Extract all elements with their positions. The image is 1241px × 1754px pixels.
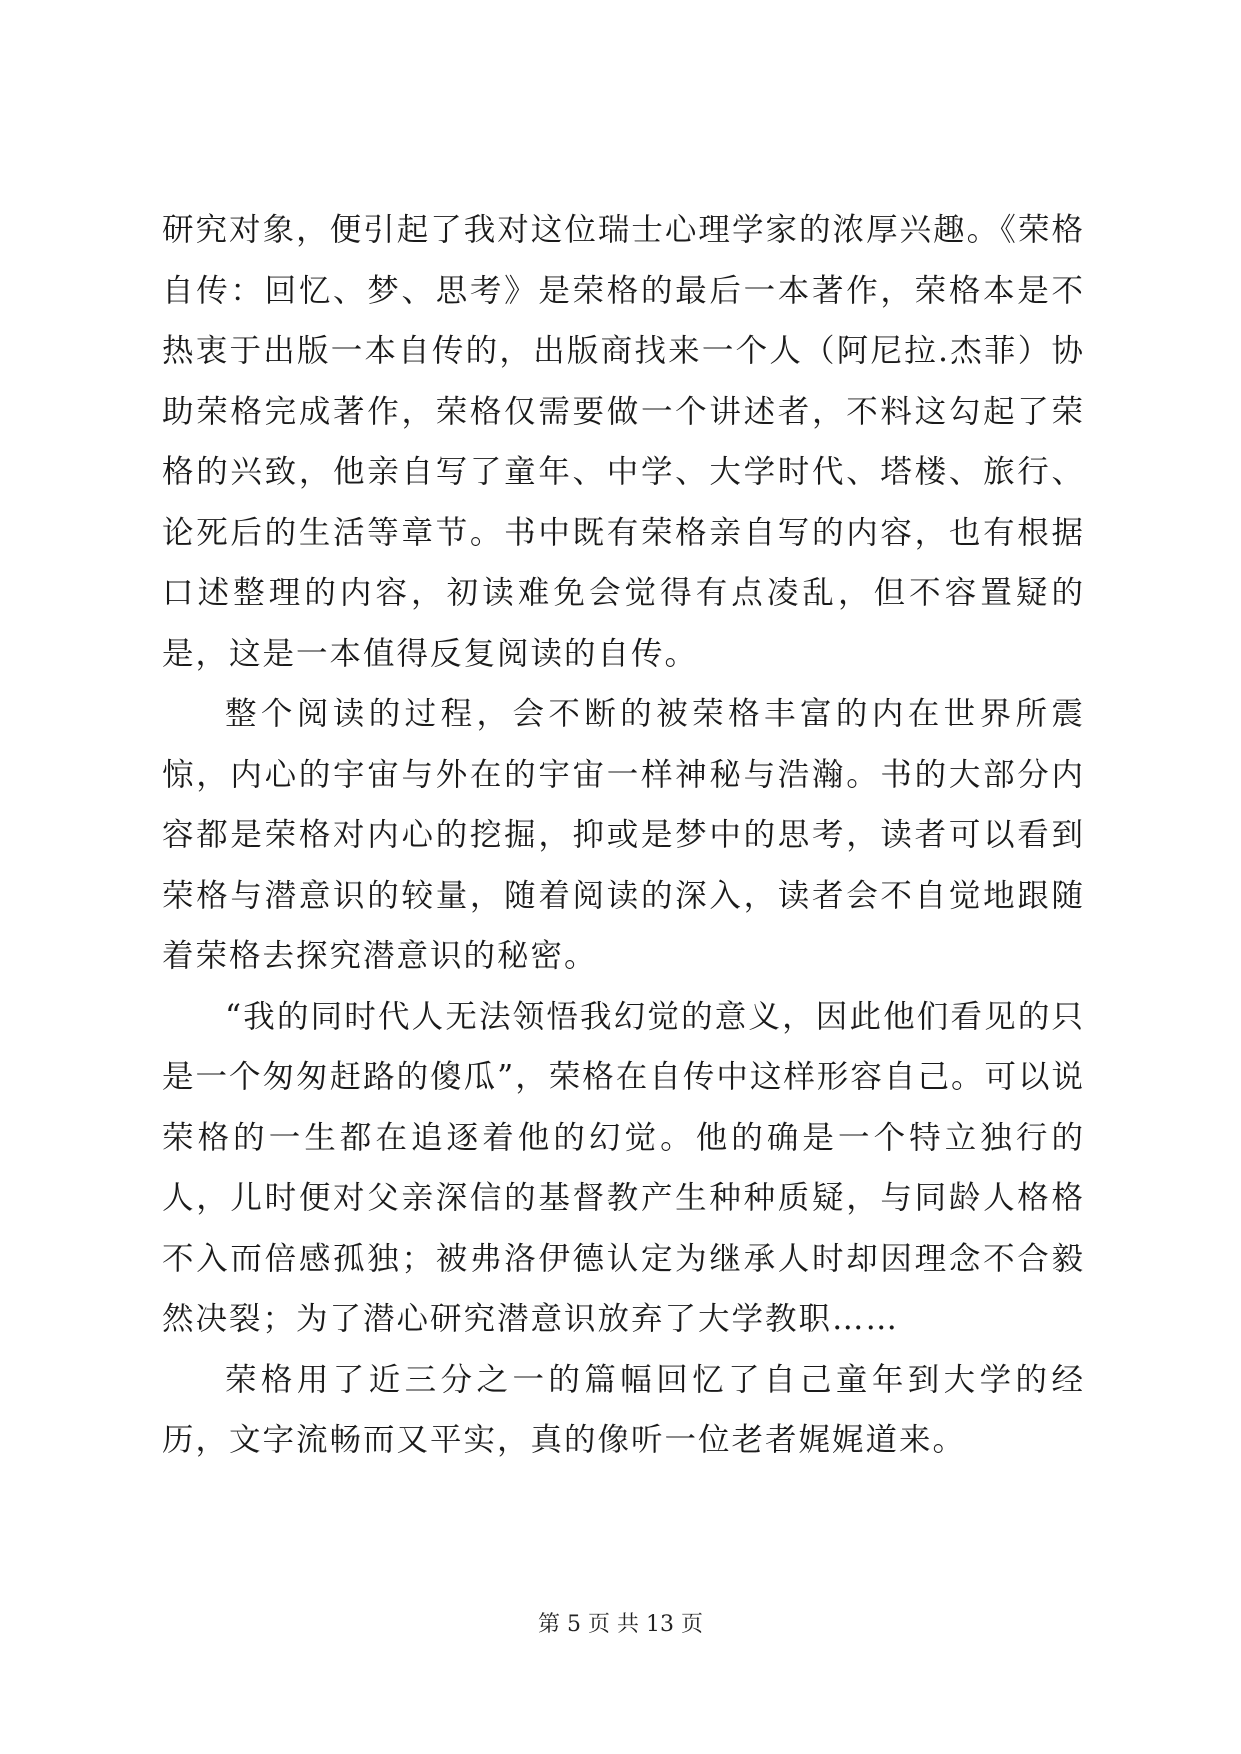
paragraph-1: 研究对象，便引起了我对这位瑞士心理学家的浓厚兴趣。《荣格自传：回忆、梦、思考》是荣格的最后一本著作，荣格本是不热衷于出版一本自传的，出版商找来一个人（阿尼拉.杰菲）协助荣格完成著作，荣格仅需要做一个讲述者，不料这勾起了荣格的兴致，他亲自写了童年、中学、大学时代、塔楼、旅行、论死后的生活等章节。书中既有荣格亲自写的内容，也有根据口述整理的内容，初读难免会觉得有点凌乱，但不容置疑的是，这是一本值得反复阅读的自传。 [162,212,1085,672]
paragraph-2: 整个阅读的过程，会不断的被荣格丰富的内在世界所震惊，内心的宇宙与外在的宇宙一样神秘与浩瀚。书的大部分内容都是荣格对内心的挖掘，抑或是梦中的思考，读者可以看到荣格与潜意识的较量，随着阅读的深入，读者会不自觉地跟随着荣格去探究潜意识的秘密。 [162,696,1085,974]
page-number-footer: 第 5 页 共 13 页 [538,1612,703,1637]
document-body [162,200,1085,1471]
paragraph-3: “我的同时代人无法领悟我幻觉的意义，因此他们看见的只是一个匆匆赶路的傻瓜”，荣格在自传中这样形容自己。可以说荣格的一生都在追逐着他的幻觉。他的确是一个特立独行的人，儿时便对父亲深信的基督教产生种种质疑，与同龄人格格不入而倍感孤独；被弗洛伊德认定为继承人时却因理念不合毅然决裂；为了潜心研究潜意识放弃了大学教职…… [162,998,1085,1337]
paragraph-4: 荣格用了近三分之一的篇幅回忆了自己童年到大学的经历，文字流畅而又平实，真的像听一位老者娓娓道来。 [162,1361,1085,1458]
